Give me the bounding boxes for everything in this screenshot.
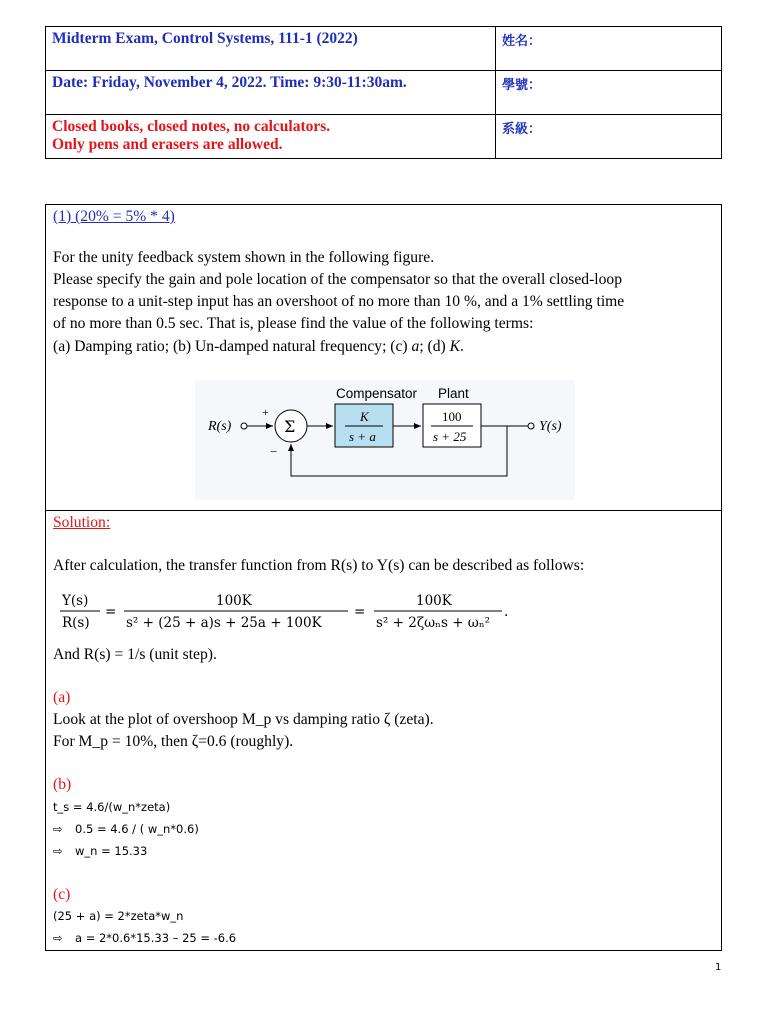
part-a-line-2: For M_p = 10%, then ζ=0.6 (roughly). bbox=[53, 733, 294, 750]
eq-mid-numerator: 100K bbox=[216, 593, 252, 609]
part-b-line-2-text: 0.5 = 4.6 / ( w_n*0.6) bbox=[75, 822, 199, 836]
input-node bbox=[241, 423, 247, 429]
part-c-line-2-text: a = 2*0.6*15.33 – 25 = -6.6 bbox=[75, 931, 237, 945]
page-number: 1 bbox=[715, 962, 722, 973]
part-b-line-2 bbox=[53, 818, 199, 840]
question-line-5-mid: ; (d) bbox=[419, 338, 450, 355]
question-line-3: response to a unit-step input has an overshoot of no more than 10 %, and a 1% settling time bbox=[53, 293, 625, 310]
eq-period: . bbox=[504, 604, 509, 620]
implies-arrow-icon: ⇨ bbox=[53, 822, 63, 836]
eq-lhs-numerator: Y(s) bbox=[62, 593, 89, 609]
unit-step-note: And R(s) = 1/s (unit step). bbox=[53, 646, 217, 663]
eq-mid-denominator: s² + (25 + a)s + 25a + 100K bbox=[126, 615, 322, 631]
exam-date: Date: Friday, November 4, 2022. Time: 9:30-11:30am. bbox=[46, 71, 496, 115]
solution-heading: Solution: bbox=[53, 514, 111, 531]
eq-lhs-denominator: R(s) bbox=[62, 615, 90, 631]
question-line-5-text: (a) Damping ratio; (b) Un-damped natural frequency; (c) bbox=[53, 338, 412, 355]
compensator-label: Compensator bbox=[336, 386, 418, 401]
eq-rhs-numerator: 100K bbox=[416, 593, 452, 609]
solution-intro: After calculation, the transfer function from R(s) to Y(s) can be described as follows: bbox=[53, 557, 585, 574]
plus-sign: + bbox=[262, 405, 269, 419]
input-label: R(s) bbox=[208, 419, 232, 434]
rules-line-2: Only pens and erasers are allowed. bbox=[52, 136, 283, 153]
exam-rules bbox=[46, 115, 496, 159]
var-k: K bbox=[449, 338, 461, 355]
department-label: 系級： bbox=[496, 115, 722, 159]
name-field-label: 姓名： bbox=[496, 27, 722, 71]
question-line-4: of no more than 0.5 sec. That is, please find the value of the following terms: bbox=[53, 315, 534, 332]
sum-symbol: Σ bbox=[284, 417, 296, 436]
transfer-function-equation bbox=[56, 590, 526, 634]
plant-denominator: s + 25 bbox=[433, 429, 467, 444]
exam-title: Midterm Exam, Control Systems, 111-1 (2022) bbox=[46, 27, 496, 71]
compensator-numerator: K bbox=[360, 409, 369, 424]
question-line-5 bbox=[53, 336, 464, 358]
implies-arrow-icon: ⇨ bbox=[53, 931, 63, 945]
compensator-denominator: s + a bbox=[349, 429, 376, 444]
block-diagram bbox=[195, 380, 575, 500]
question-line-2: Please specify the gain and pole location of the compensator so that the overall closed-loop bbox=[53, 271, 622, 288]
part-a-line-1: Look at the plot of overshoop M_p vs damping ratio ζ (zeta). bbox=[53, 711, 434, 728]
part-c-label: (c) bbox=[53, 886, 71, 903]
part-b-line-1: t_s = 4.6/(w_n*zeta) bbox=[53, 800, 171, 814]
question-line-1: For the unity feedback system shown in the following figure. bbox=[53, 249, 435, 266]
eq-equals-1: = bbox=[105, 604, 117, 620]
var-a: a bbox=[411, 338, 420, 355]
plant-label: Plant bbox=[438, 386, 469, 401]
question-number: (1) (20% = 5% * 4) bbox=[53, 208, 175, 225]
student-id-label: 學號： bbox=[496, 71, 722, 115]
output-node bbox=[528, 423, 534, 429]
part-b-label: (b) bbox=[53, 776, 72, 793]
eq-rhs-denominator: s² + 2ζωₙs + ωₙ² bbox=[376, 615, 491, 631]
output-label: Y(s) bbox=[539, 419, 562, 434]
part-a-label: (a) bbox=[53, 689, 71, 706]
eq-equals-2: = bbox=[354, 604, 366, 620]
question-line-5-end: . bbox=[460, 338, 464, 355]
plant-numerator: 100 bbox=[442, 409, 462, 424]
rules-line-1: Closed books, closed notes, no calculators. bbox=[52, 118, 331, 135]
part-c-line-1: (25 + a) = 2*zeta*w_n bbox=[53, 909, 184, 923]
part-b-line-3 bbox=[53, 840, 147, 862]
part-c-line-2 bbox=[53, 927, 236, 949]
part-b-line-3-text: w_n = 15.33 bbox=[75, 844, 148, 858]
question-solution-divider bbox=[46, 510, 721, 511]
minus-sign: − bbox=[270, 444, 278, 459]
implies-arrow-icon: ⇨ bbox=[53, 844, 63, 858]
exam-header-table bbox=[45, 26, 722, 159]
